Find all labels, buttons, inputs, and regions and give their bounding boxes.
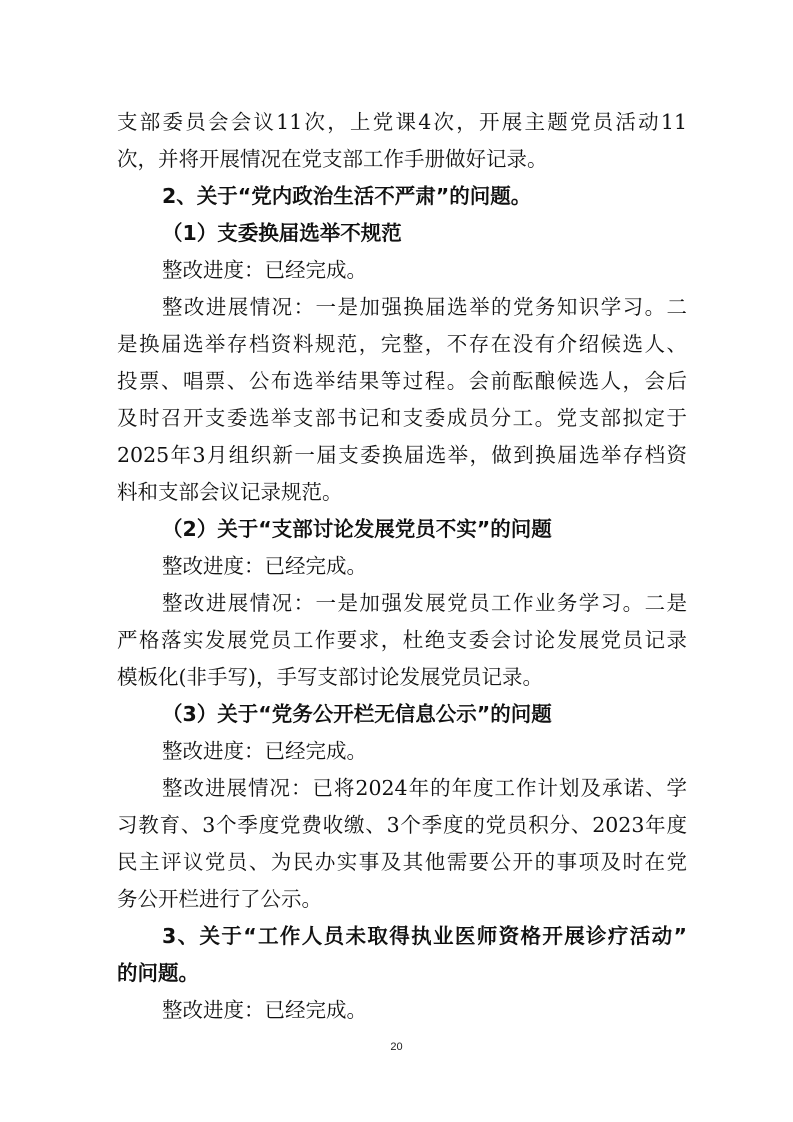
subsection-heading: （3）关于“党务公开栏无信息公示”的问题	[162, 702, 552, 726]
paragraph-line: 投票、唱票、公布选举结果等过程。会前酝酿候选人，会后	[117, 369, 687, 393]
paragraph-line: 民主评议党员、为民办实事及其他需要公开的事项及时在党	[117, 850, 687, 874]
progress-status: 整改进度：已经完成。	[162, 554, 367, 578]
paragraph-line: 整改进展情况：已将2024年的年度工作计划及承诺、学	[162, 776, 687, 800]
paragraph-line: 严格落实发展党员工作要求，杜绝支委会讨论发展党员记录	[117, 628, 687, 652]
paragraph-line: 是换届选举存档资料规范，完整，不存在没有介绍候选人、	[117, 332, 687, 356]
subsection-heading: （2）关于“支部讨论发展党员不实”的问题	[162, 517, 552, 541]
section-heading: 的问题。	[117, 961, 199, 985]
subsection-heading: （1）支委换届选举不规范	[162, 221, 402, 245]
paragraph-line: 支部委员会会议11次，上党课4次，开展主题党员活动11	[117, 110, 687, 134]
paragraph-line: 及时召开支委选举支部书记和支委成员分工。党支部拟定于	[117, 406, 687, 430]
paragraph-line: 次，并将开展情况在党支部工作手册做好记录。	[117, 147, 548, 171]
paragraph-line: 料和支部会议记录规范。	[117, 480, 343, 504]
progress-status: 整改进度：已经完成。	[162, 258, 367, 282]
page-number: 20	[390, 1041, 403, 1053]
paragraph-line: 习教育、3个季度党费收缴、3个季度的党员积分、2023年度	[117, 813, 687, 837]
progress-status: 整改进度：已经完成。	[162, 739, 367, 763]
section-heading: 2、关于“党内政治生活不严肃”的问题。	[162, 184, 532, 208]
paragraph-line: 整改进展情况：一是加强换届选举的党务知识学习。二	[162, 295, 687, 319]
paragraph-line: 务公开栏进行了公示。	[117, 887, 322, 911]
paragraph-line: 模板化(非手写)，手写支部讨论发展党员记录。	[117, 665, 543, 689]
paragraph-line: 2025年3月组织新一届支委换届选举，做到换届选举存档资	[117, 443, 687, 467]
section-heading: 3、关于“工作人员未取得执业医师资格开展诊疗活动”	[162, 924, 687, 948]
progress-status: 整改进度：已经完成。	[162, 998, 367, 1022]
paragraph-line: 整改进展情况：一是加强发展党员工作业务学习。二是	[162, 591, 687, 615]
